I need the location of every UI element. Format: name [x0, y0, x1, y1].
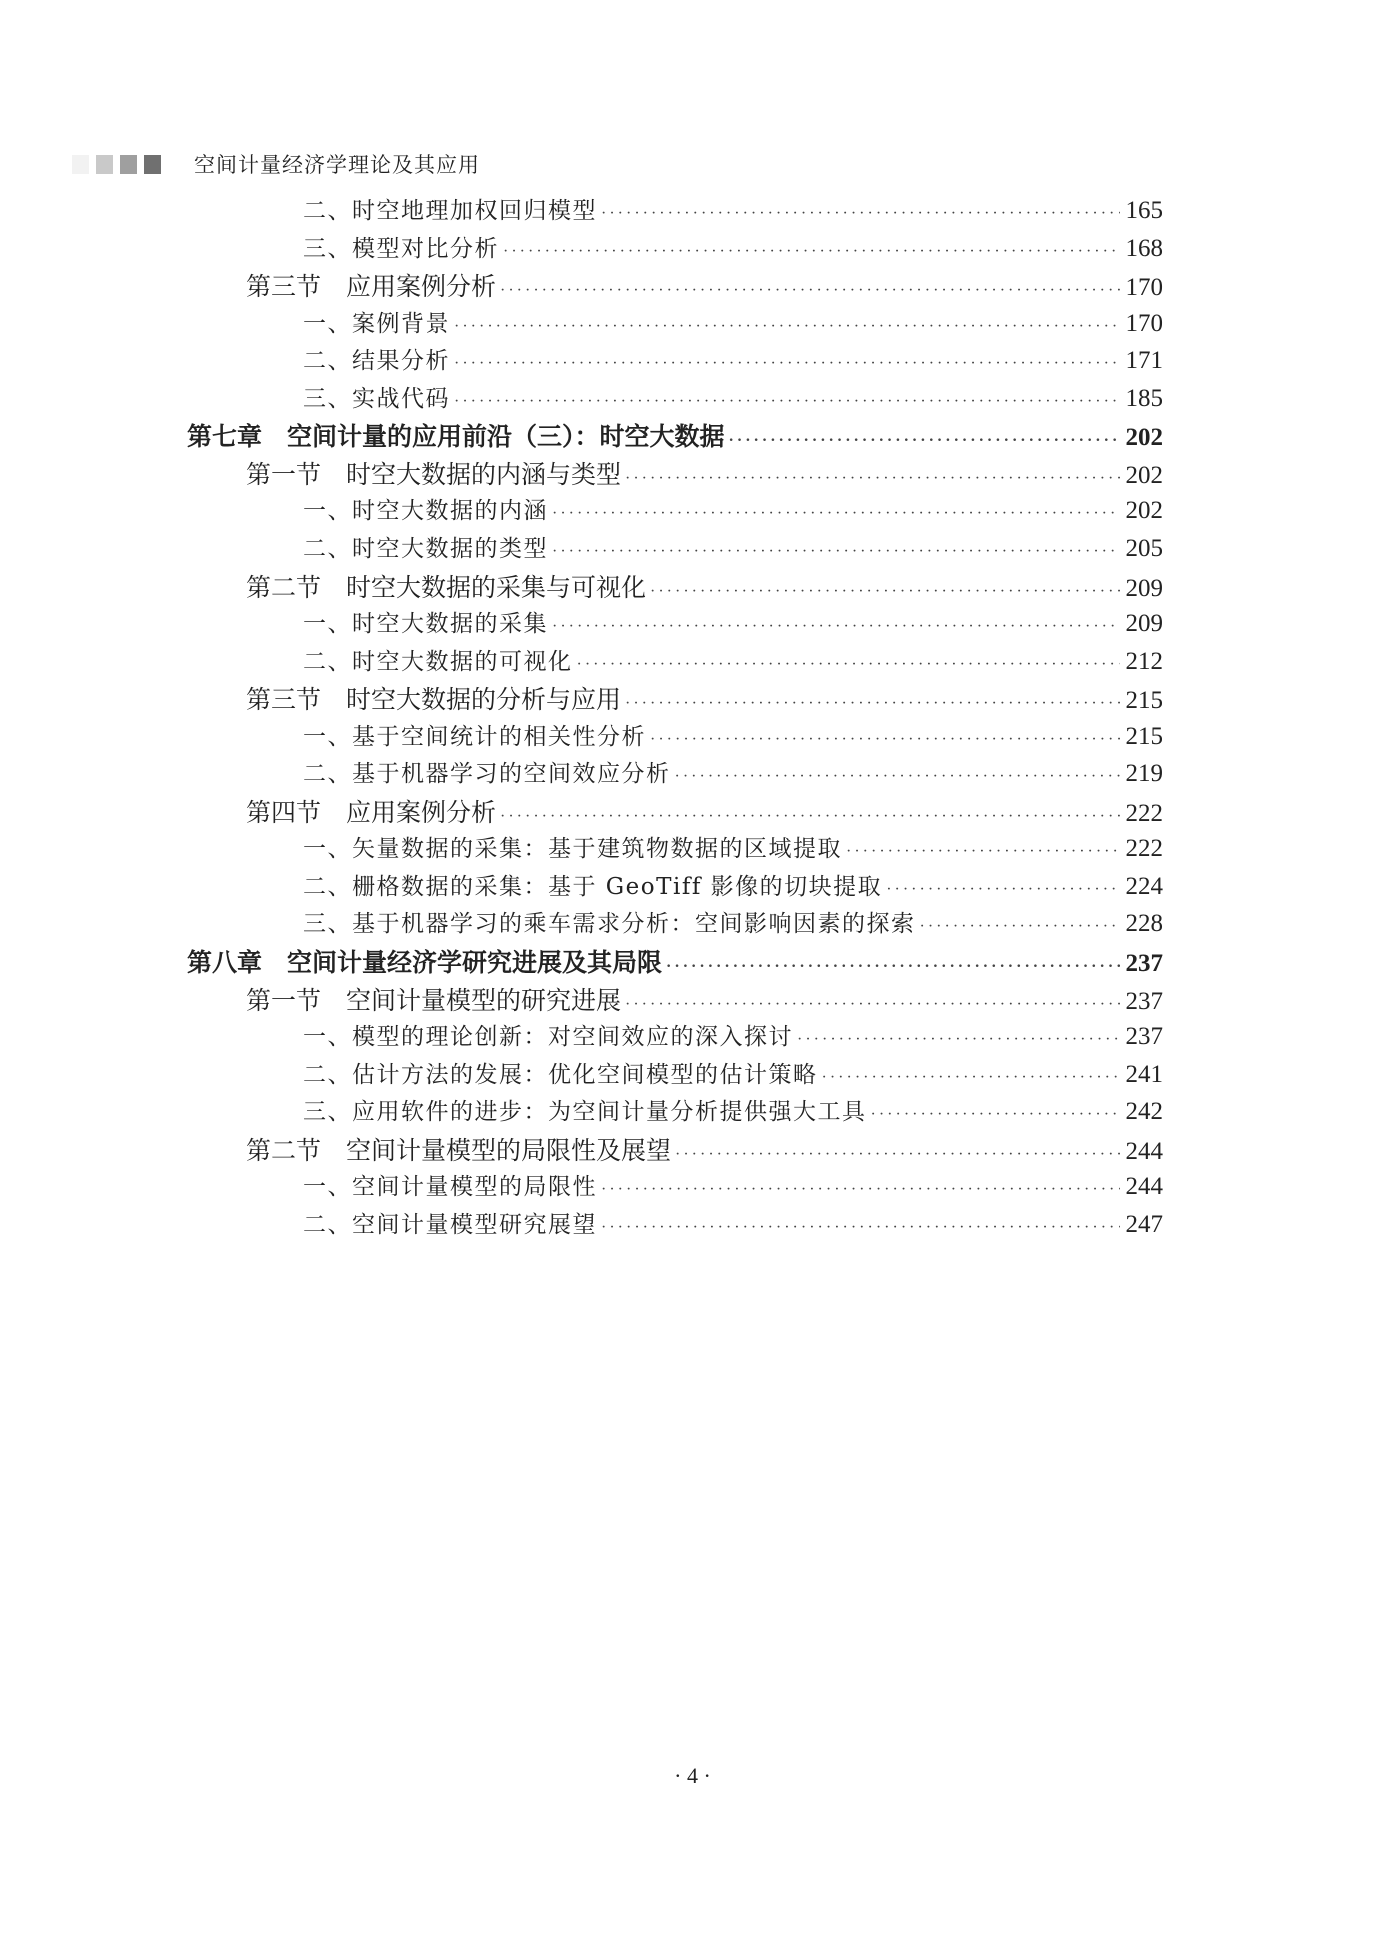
dot-leader [886, 881, 1119, 899]
toc-entry-page-number: 209 [1125, 574, 1163, 602]
toc-entry-title: 三、基于机器学习的乘车需求分析：空间影响因素的探索 [303, 911, 916, 938]
toc-entry-section[interactable] [0, 568, 1163, 610]
toc-entry-item[interactable] [0, 380, 1163, 422]
toc-entry-page-number: 202 [1125, 497, 1163, 525]
toc-entry-title: 第七章 空间计量的应用前沿（三）：时空大数据 [187, 422, 725, 452]
dot-leader [625, 470, 1119, 488]
toc-entry-title: 一、模型的理论创新：对空间效应的深入探讨 [303, 1024, 793, 1051]
toc-entry-page-number: 165 [1125, 197, 1163, 224]
toc-entry-section[interactable] [0, 680, 1163, 722]
header-square [144, 155, 161, 174]
header-decoration-squares [72, 155, 168, 174]
toc-entry-page-number: 170 [1125, 309, 1163, 337]
dot-leader [871, 1106, 1120, 1124]
toc-entry-title: 一、时空大数据的内涵 [303, 498, 548, 525]
toc-entry-item[interactable] [0, 1168, 1163, 1210]
dot-leader [729, 432, 1120, 450]
toc-entry-title: 二、估计方法的发展：优化空间模型的估计策略 [303, 1061, 818, 1088]
dot-leader [650, 731, 1120, 749]
header-square [72, 155, 89, 174]
toc-entry-title: 第八章 空间计量经济学研究进展及其局限 [187, 948, 663, 977]
toc-entry-title: 二、时空地理加权回归模型 [303, 198, 597, 224]
toc-entry-title: 第二节 时空大数据的采集与可视化 [246, 572, 647, 602]
toc-entry-item[interactable] [0, 492, 1163, 534]
toc-entry-title: 二、结果分析 [303, 348, 450, 375]
dot-leader [675, 768, 1120, 786]
toc-entry-page-number: 237 [1125, 1023, 1163, 1051]
toc-entry-title: 三、实战代码 [303, 385, 450, 412]
toc-entry-title: 第三节 应用案例分析 [246, 272, 497, 302]
book-title: 空间计量经济学理论及其应用 [194, 153, 480, 177]
toc-entry-item[interactable] [0, 755, 1163, 797]
dot-leader [846, 843, 1120, 861]
dot-leader [454, 355, 1120, 373]
toc-entry-section[interactable] [0, 981, 1163, 1023]
toc-entry-item[interactable] [0, 1018, 1163, 1060]
dot-leader [454, 318, 1120, 336]
toc-entry-title: 一、案例背景 [303, 310, 450, 337]
toc-entry-section[interactable] [0, 455, 1163, 497]
toc-entry-page-number: 171 [1125, 347, 1163, 375]
page-number: · 4 · [674, 1763, 711, 1788]
dot-leader [650, 583, 1119, 601]
toc-entry-section[interactable] [0, 793, 1163, 835]
dot-leader [577, 656, 1120, 674]
toc-entry-page-number: 237 [1125, 987, 1163, 1015]
toc-entry-page-number: 242 [1125, 1098, 1163, 1126]
toc-entry-page-number: 168 [1125, 234, 1163, 262]
toc-entry-title: 第一节 空间计量模型的研究进展 [246, 985, 622, 1015]
toc-entry-item[interactable] [0, 1206, 1163, 1248]
toc-entry-title: 三、应用软件的进步：为空间计量分析提供强大工具 [303, 1099, 867, 1126]
toc-entry-title: 二、基于机器学习的空间效应分析 [303, 761, 671, 788]
toc-entry-chapter[interactable] [0, 417, 1163, 459]
toc-entry-title: 一、时空大数据的采集 [303, 611, 548, 638]
dot-leader [920, 918, 1120, 936]
toc-entry-item[interactable] [0, 342, 1163, 384]
toc-entry-page-number: 202 [1125, 424, 1163, 452]
dot-leader [601, 205, 1120, 223]
toc-entry-page-number: 244 [1125, 1137, 1163, 1165]
toc-entry-title: 二、时空大数据的可视化 [303, 648, 573, 675]
dot-leader [552, 618, 1120, 636]
toc-entry-page-number: 205 [1125, 534, 1163, 562]
toc-entry-page-number: 222 [1125, 799, 1163, 827]
toc-entry-page-number: 215 [1125, 687, 1163, 715]
dot-leader [552, 543, 1120, 561]
toc-entry-page-number: 228 [1125, 910, 1163, 938]
toc-entry-title: 一、矢量数据的采集：基于建筑物数据的区域提取 [303, 836, 842, 863]
header-square [120, 155, 137, 174]
dot-leader [601, 1219, 1120, 1237]
toc-entry-item[interactable] [0, 1093, 1163, 1135]
toc-entry-page-number: 202 [1125, 461, 1163, 489]
toc-entry-section[interactable] [0, 267, 1163, 309]
toc-entry-title: 三、模型对比分析 [303, 235, 499, 262]
dot-leader [822, 1069, 1120, 1087]
toc-entry-item[interactable] [0, 905, 1163, 947]
dot-leader [666, 958, 1119, 976]
toc-entry-title: 二、时空大数据的类型 [303, 535, 548, 562]
toc-entry-page-number: 247 [1125, 1210, 1163, 1238]
toc-entry-page-number: 215 [1125, 722, 1163, 750]
dot-leader [625, 996, 1119, 1014]
toc-entry-item[interactable] [0, 643, 1163, 685]
toc-entry-item[interactable] [0, 718, 1163, 760]
toc-entry-item[interactable] [0, 230, 1163, 272]
dot-leader [797, 1031, 1120, 1049]
running-header [72, 150, 480, 178]
toc-entry-title: 第三节 时空大数据的分析与应用 [246, 685, 622, 715]
toc-entry-page-number: 244 [1125, 1173, 1163, 1201]
toc-entry-page-number: 222 [1125, 835, 1163, 863]
toc-entry-item[interactable] [0, 605, 1163, 647]
dot-leader [454, 393, 1120, 411]
toc-entry-item[interactable] [0, 1056, 1163, 1098]
toc-entry-title: 一、空间计量模型的局限性 [303, 1174, 597, 1201]
dot-leader [552, 505, 1120, 523]
dot-leader [500, 808, 1119, 826]
toc-entry-item[interactable] [0, 305, 1163, 347]
toc-entry-page-number: 241 [1125, 1060, 1163, 1088]
toc-entry-page-number: 185 [1125, 384, 1163, 412]
toc-entry-page-number: 224 [1125, 872, 1163, 900]
dot-leader [601, 1181, 1120, 1199]
toc-entry-title: 第四节 应用案例分析 [246, 797, 497, 827]
toc-entry-page-number: 170 [1125, 274, 1163, 302]
toc-entry-title: 第二节 空间计量模型的局限性及展望 [246, 1135, 672, 1165]
toc-entry-page-number: 219 [1125, 760, 1163, 788]
toc-entry-title: 二、空间计量模型研究展望 [303, 1211, 597, 1238]
toc-entry-item[interactable] [0, 830, 1163, 872]
toc-entry-title: 第一节 时空大数据的内涵与类型 [246, 459, 622, 489]
toc-entry-section[interactable] [0, 1131, 1163, 1173]
toc-entry-page-number: 212 [1125, 647, 1163, 675]
header-square [96, 155, 113, 174]
dot-leader [500, 282, 1119, 300]
toc-entry-item[interactable] [0, 530, 1163, 572]
dot-leader [503, 243, 1120, 261]
toc-entry-page-number: 237 [1125, 950, 1163, 977]
dot-leader [625, 695, 1119, 713]
toc-entry-title: 一、基于空间统计的相关性分析 [303, 723, 646, 750]
toc-entry-item[interactable] [0, 868, 1163, 910]
dot-leader [675, 1146, 1119, 1164]
toc-entry-chapter[interactable] [0, 943, 1163, 985]
toc-entry-page-number: 209 [1125, 610, 1163, 638]
toc-entry-item[interactable] [0, 192, 1163, 234]
toc-entry-title: 二、栅格数据的采集：基于 GeoTiff 影像的切块提取 [303, 873, 883, 900]
